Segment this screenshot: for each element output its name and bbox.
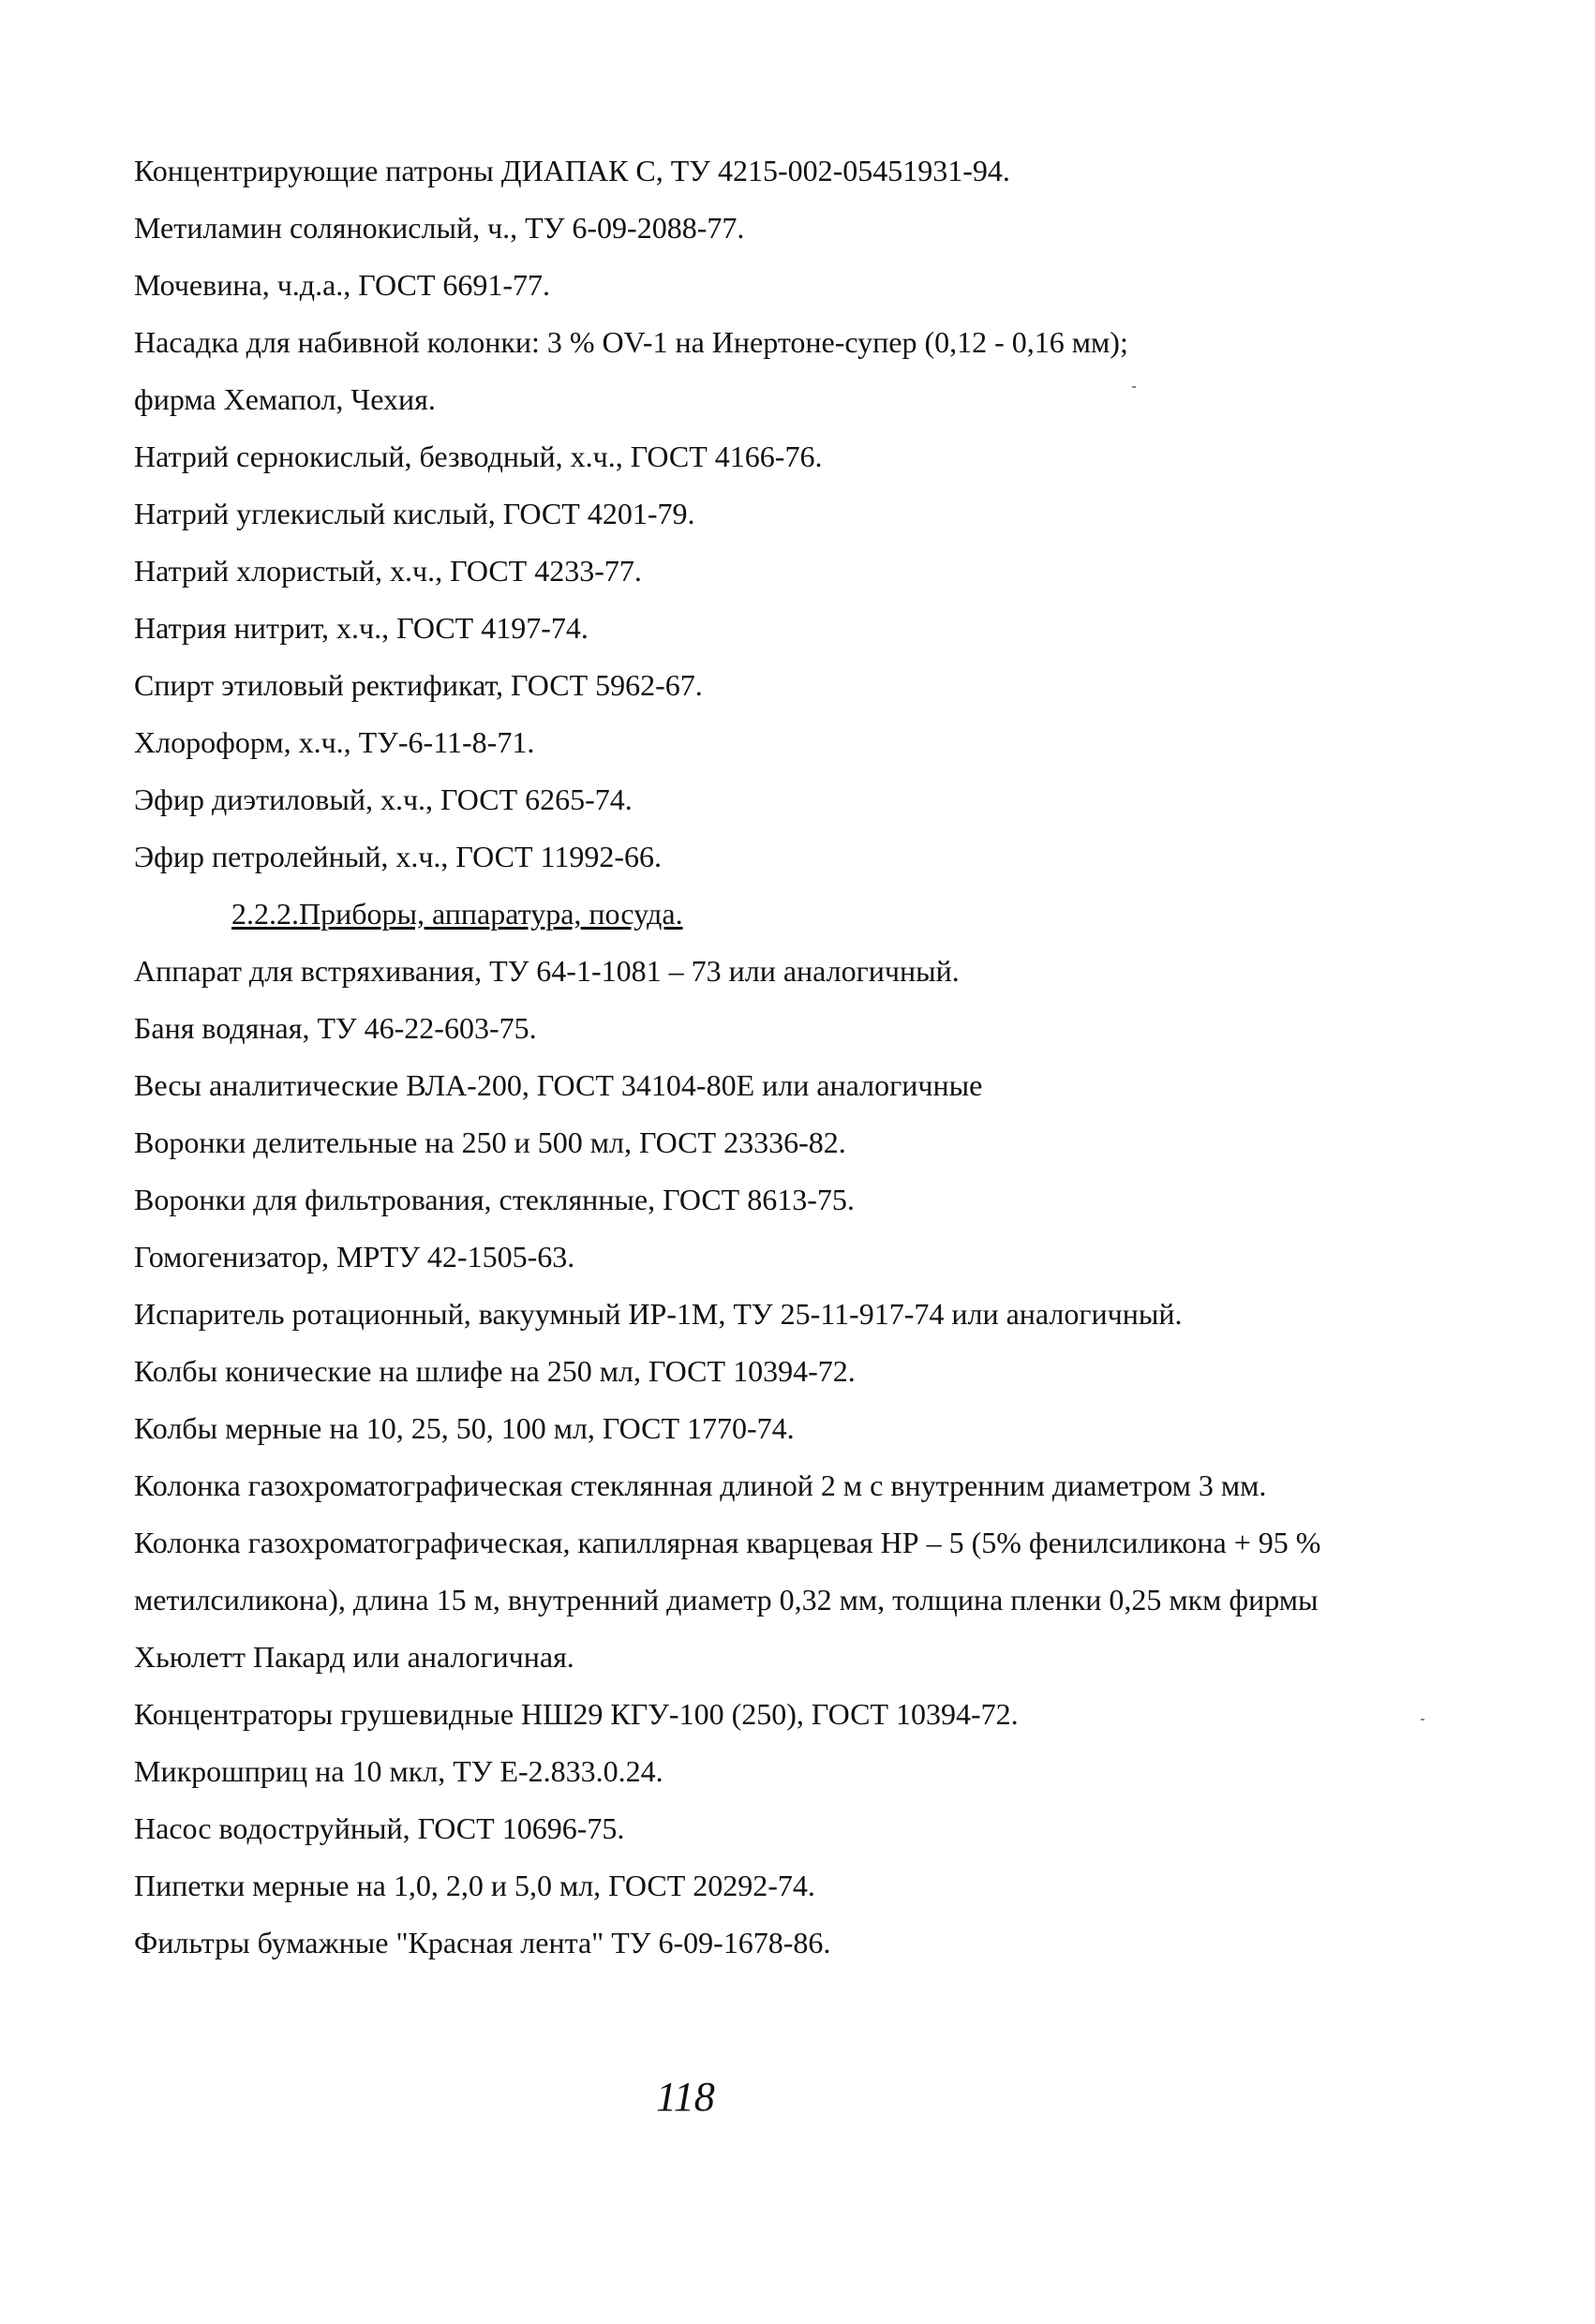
equipment-line: Микрошприц на 10 мкл, ТУ Е-2.833.0.24. <box>134 1754 663 1788</box>
equipment-line: Испаритель ротационный, вакуумный ИР-1М, ТУ 25-11-917-74 или аналогичный. <box>134 1297 1183 1331</box>
equipment-line: Воронки для фильтрования, стеклянные, ГОСТ 8613-75. <box>134 1183 855 1216</box>
equipment-line: Фильтры бумажные "Красная лента" ТУ 6-09-1678-86. <box>134 1926 831 1959</box>
reagent-line: Натрия нитрит, х.ч., ГОСТ 4197-74. <box>134 611 589 645</box>
equipment-line: Колбы конические на шлифе на 250 мл, ГОСТ 10394-72. <box>134 1354 856 1388</box>
equipment-line: Колонка газохроматографическая стеклянная длиной 2 м с внутренним диаметром 3 мм. <box>134 1468 1267 1502</box>
reagent-line: Эфир диэтиловый, х.ч., ГОСТ 6265-74. <box>134 782 633 816</box>
scan-speck <box>1421 1719 1424 1721</box>
equipment-line: метилсиликона), длина 15 м, внутренний диаметр 0,32 мм, толщина пленки 0,25 мкм фирмы <box>134 1583 1319 1616</box>
scan-speck <box>1132 386 1136 388</box>
equipment-line: Пипетки мерные на 1,0, 2,0 и 5,0 мл, ГОСТ 20292-74. <box>134 1869 815 1902</box>
equipment-line: Весы аналитические ВЛА-200, ГОСТ 34104-80Е или аналогичные <box>134 1068 983 1102</box>
reagent-line: Натрий углекислый кислый, ГОСТ 4201-79. <box>134 497 695 530</box>
reagent-line: Хлороформ, х.ч., ТУ-6-11-8-71. <box>134 725 535 759</box>
equipment-line: Концентраторы грушевидные НШ29 КГУ-100 (250), ГОСТ 10394-72. <box>134 1697 1019 1731</box>
reagent-line: фирма Хемапол, Чехия. <box>134 382 436 416</box>
section-heading: 2.2.2.Приборы, аппаратура, посуда. <box>231 897 683 931</box>
equipment-line: Воронки делительные на 250 и 500 мл, ГОСТ 23336-82. <box>134 1125 846 1159</box>
equipment-line: Хьюлетт Пакард или аналогичная. <box>134 1640 574 1674</box>
reagent-line: Натрий сернокислый, безводный, х.ч., ГОСТ 4166-76. <box>134 439 823 473</box>
equipment-line: Аппарат для встряхивания, ТУ 64-1-1081 – 73 или аналогичный. <box>134 954 960 988</box>
equipment-line: Баня водяная, ТУ 46-22-603-75. <box>134 1011 537 1045</box>
reagent-line: Концентрирующие патроны ДИАПАК С, ТУ 4215-002-05451931-94. <box>134 154 1010 187</box>
equipment-line: Гомогенизатор, МРТУ 42-1505-63. <box>134 1240 575 1274</box>
equipment-line: Колбы мерные на 10, 25, 50, 100 мл, ГОСТ 1770-74. <box>134 1411 795 1445</box>
reagent-line: Насадка для набивной колонки: 3 % OV-1 на Инертоне-супер (0,12 - 0,16 мм); <box>134 325 1128 359</box>
reagent-line: Мочевина, ч.д.а., ГОСТ 6691-77. <box>134 268 551 302</box>
reagent-line: Натрий хлористый, х.ч., ГОСТ 4233-77. <box>134 554 642 588</box>
page-number: 118 <box>656 2074 715 2120</box>
reagent-line: Спирт этиловый ректификат, ГОСТ 5962-67. <box>134 668 703 702</box>
reagent-line: Эфир петролейный, х.ч., ГОСТ 11992-66. <box>134 840 662 873</box>
equipment-line: Колонка газохроматографическая, капиллярная кварцевая НР – 5 (5% фенилсиликона + 95 % <box>134 1526 1321 1559</box>
equipment-line: Насос водоструйный, ГОСТ 10696-75. <box>134 1811 625 1845</box>
reagent-line: Метиламин солянокислый, ч., ТУ 6-09-2088-77. <box>134 211 745 245</box>
